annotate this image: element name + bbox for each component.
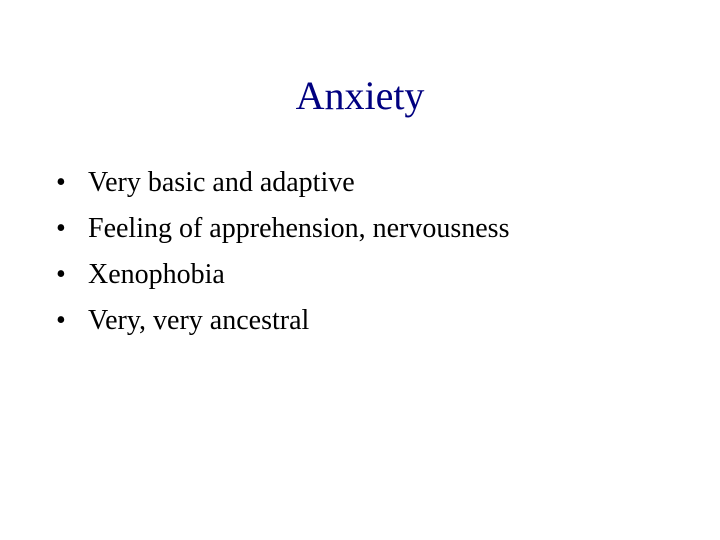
bullet-item [56,252,696,298]
bullet-icon: • [56,213,66,244]
bullet-icon: • [56,305,66,336]
bullet-item [56,160,696,206]
bullet-item [56,298,696,344]
bullet-icon: • [56,167,66,198]
bullet-text: Very, very ancestral [88,305,310,336]
bullet-list [56,160,696,344]
bullet-text: Feeling of apprehension, nervousness [88,213,510,244]
bullet-item [56,206,696,252]
bullet-text: Xenophobia [88,259,225,290]
bullet-icon: • [56,259,66,290]
bullet-text: Very basic and adaptive [88,167,355,198]
slide-title: Anxiety [295,73,425,118]
